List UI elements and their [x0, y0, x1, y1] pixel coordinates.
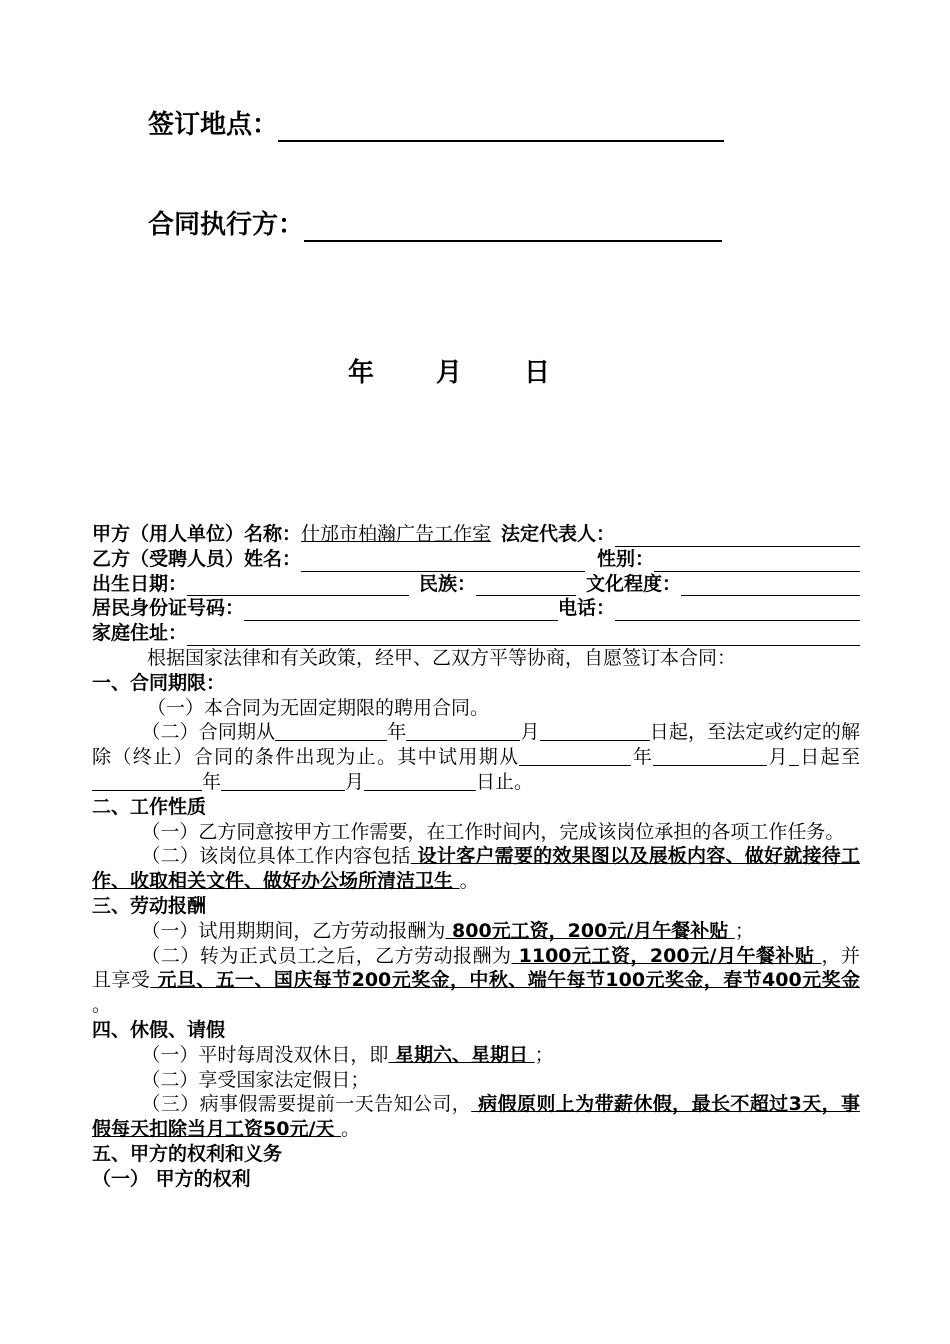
party-b-name-blank [301, 551, 585, 572]
birth-row [92, 572, 860, 597]
regular-pay: 1100元工资，200元/月午餐补贴 [511, 944, 822, 967]
contract-body [92, 522, 860, 1192]
intro-paragraph: 根据国家法律和有关政策，经甲、乙双方平等协商，自愿签订本合同： [147, 646, 737, 669]
party-a-row [92, 522, 860, 547]
gender-label: 性别： [597, 547, 655, 570]
gender-blank [654, 551, 860, 572]
section-1-title: 一、合同期限： [92, 671, 226, 694]
id-row [92, 596, 860, 621]
ethnic-blank [476, 575, 576, 596]
leave-policy: 病假原则上为带薪休假，最长不超过3天，事假每天扣除当月工资50元/天 [92, 1093, 860, 1141]
party-b-row [92, 547, 860, 572]
trial-pay: 800元工资，200元/月午餐补贴 [445, 919, 735, 942]
section-2-p2: （二）该岗位具体工作内容包括 设计客户需要的效果图以及展板内容、做好就接待工作、收取相关文件、做好办公场所清洁卫生 。 [92, 845, 860, 893]
party-a-label: 甲方（用人单位）名称： [92, 523, 302, 545]
section-5-sub1: （一） 甲方的权利 [92, 1167, 251, 1190]
contract-executor-label: 合同执行方： [148, 210, 305, 240]
birth-label: 出生日期： [92, 572, 188, 595]
weekly-rest-days: 星期六、星期日 [388, 1043, 535, 1066]
section-3-p2: （二）转为正式员工之后，乙方劳动报酬为 1100元工资，200元/月午餐补贴 ，并且享受 元旦、五一、国庆每节200元奖金，中秋、端午每节100元奖金，春节400元奖金 。 [92, 944, 860, 1017]
phone-label: 电话： [558, 597, 616, 620]
cover-date-day: 日 [524, 358, 551, 388]
address-label: 家庭住址： [92, 622, 188, 645]
section-5-title: 五、甲方的权利和义务 [92, 1142, 283, 1165]
section-1-p1: （一）本合同为无固定期限的聘用合同。 [147, 696, 490, 719]
party-b-label: 乙方（受聘人员）姓名： [92, 547, 302, 570]
section-4-p2: （二）享受国家法定假日； [141, 1068, 370, 1091]
contract-executor-line [148, 208, 722, 242]
cover-date [348, 356, 550, 390]
address-blank [187, 625, 860, 646]
section-2-p1: （一）乙方同意按甲方工作需要，在工作时间内，完成该岗位承担的各项工作任务。 [141, 820, 845, 843]
section-4-p3: （三）病事假需要提前一天告知公司， 病假原则上为带薪休假，最长不超过3天，事假每天扣除当月工资50元/天 。 [92, 1093, 860, 1141]
address-row [92, 621, 860, 646]
contract-executor-blank [304, 210, 722, 242]
signing-place-line [148, 108, 724, 142]
job-content: 设计客户需要的效果图以及展板内容、做好就接待工作、收取相关文件、做好办公场所清洁卫生 [92, 845, 860, 893]
section-2-title: 二、工作性质 [92, 795, 207, 818]
section-3-p1: （一）试用期期间，乙方劳动报酬为 800元工资，200元/月午餐补贴 ； [141, 919, 754, 942]
education-blank [681, 575, 860, 596]
section-4-title: 四、休假、请假 [92, 1018, 226, 1041]
phone-blank [615, 600, 860, 621]
signing-place-label: 签订地点： [148, 110, 279, 140]
legal-rep-label: 法定代表人： [501, 523, 616, 545]
ethnic-label: 民族： [419, 572, 477, 595]
section-4-p1: （一）平时每周没双休日，即 星期六、星期日 ； [141, 1043, 554, 1066]
holiday-bonus: 元旦、五一、国庆每节200元奖金，中秋、端午每节100元奖金，春节400元奖金 [150, 969, 860, 992]
party-a-name: 什邡市柏瀚广告工作室 [301, 523, 492, 545]
birth-blank [187, 575, 409, 596]
cover-date-month: 月 [436, 358, 463, 388]
cover-date-year: 年 [348, 358, 375, 388]
legal-rep-blank [615, 526, 860, 547]
education-label: 文化程度： [586, 572, 682, 595]
id-label: 居民身份证号码： [92, 597, 245, 620]
section-1-p2: （二）合同期从 年 月 日起，至法定或约定的解除（终止）合同的条件出现为止。其中试用期从 年 月 日起至年 月 日止。 [92, 721, 860, 793]
signing-place-blank [278, 110, 724, 142]
section-3-title: 三、劳动报酬 [92, 894, 207, 917]
id-blank [244, 600, 558, 621]
